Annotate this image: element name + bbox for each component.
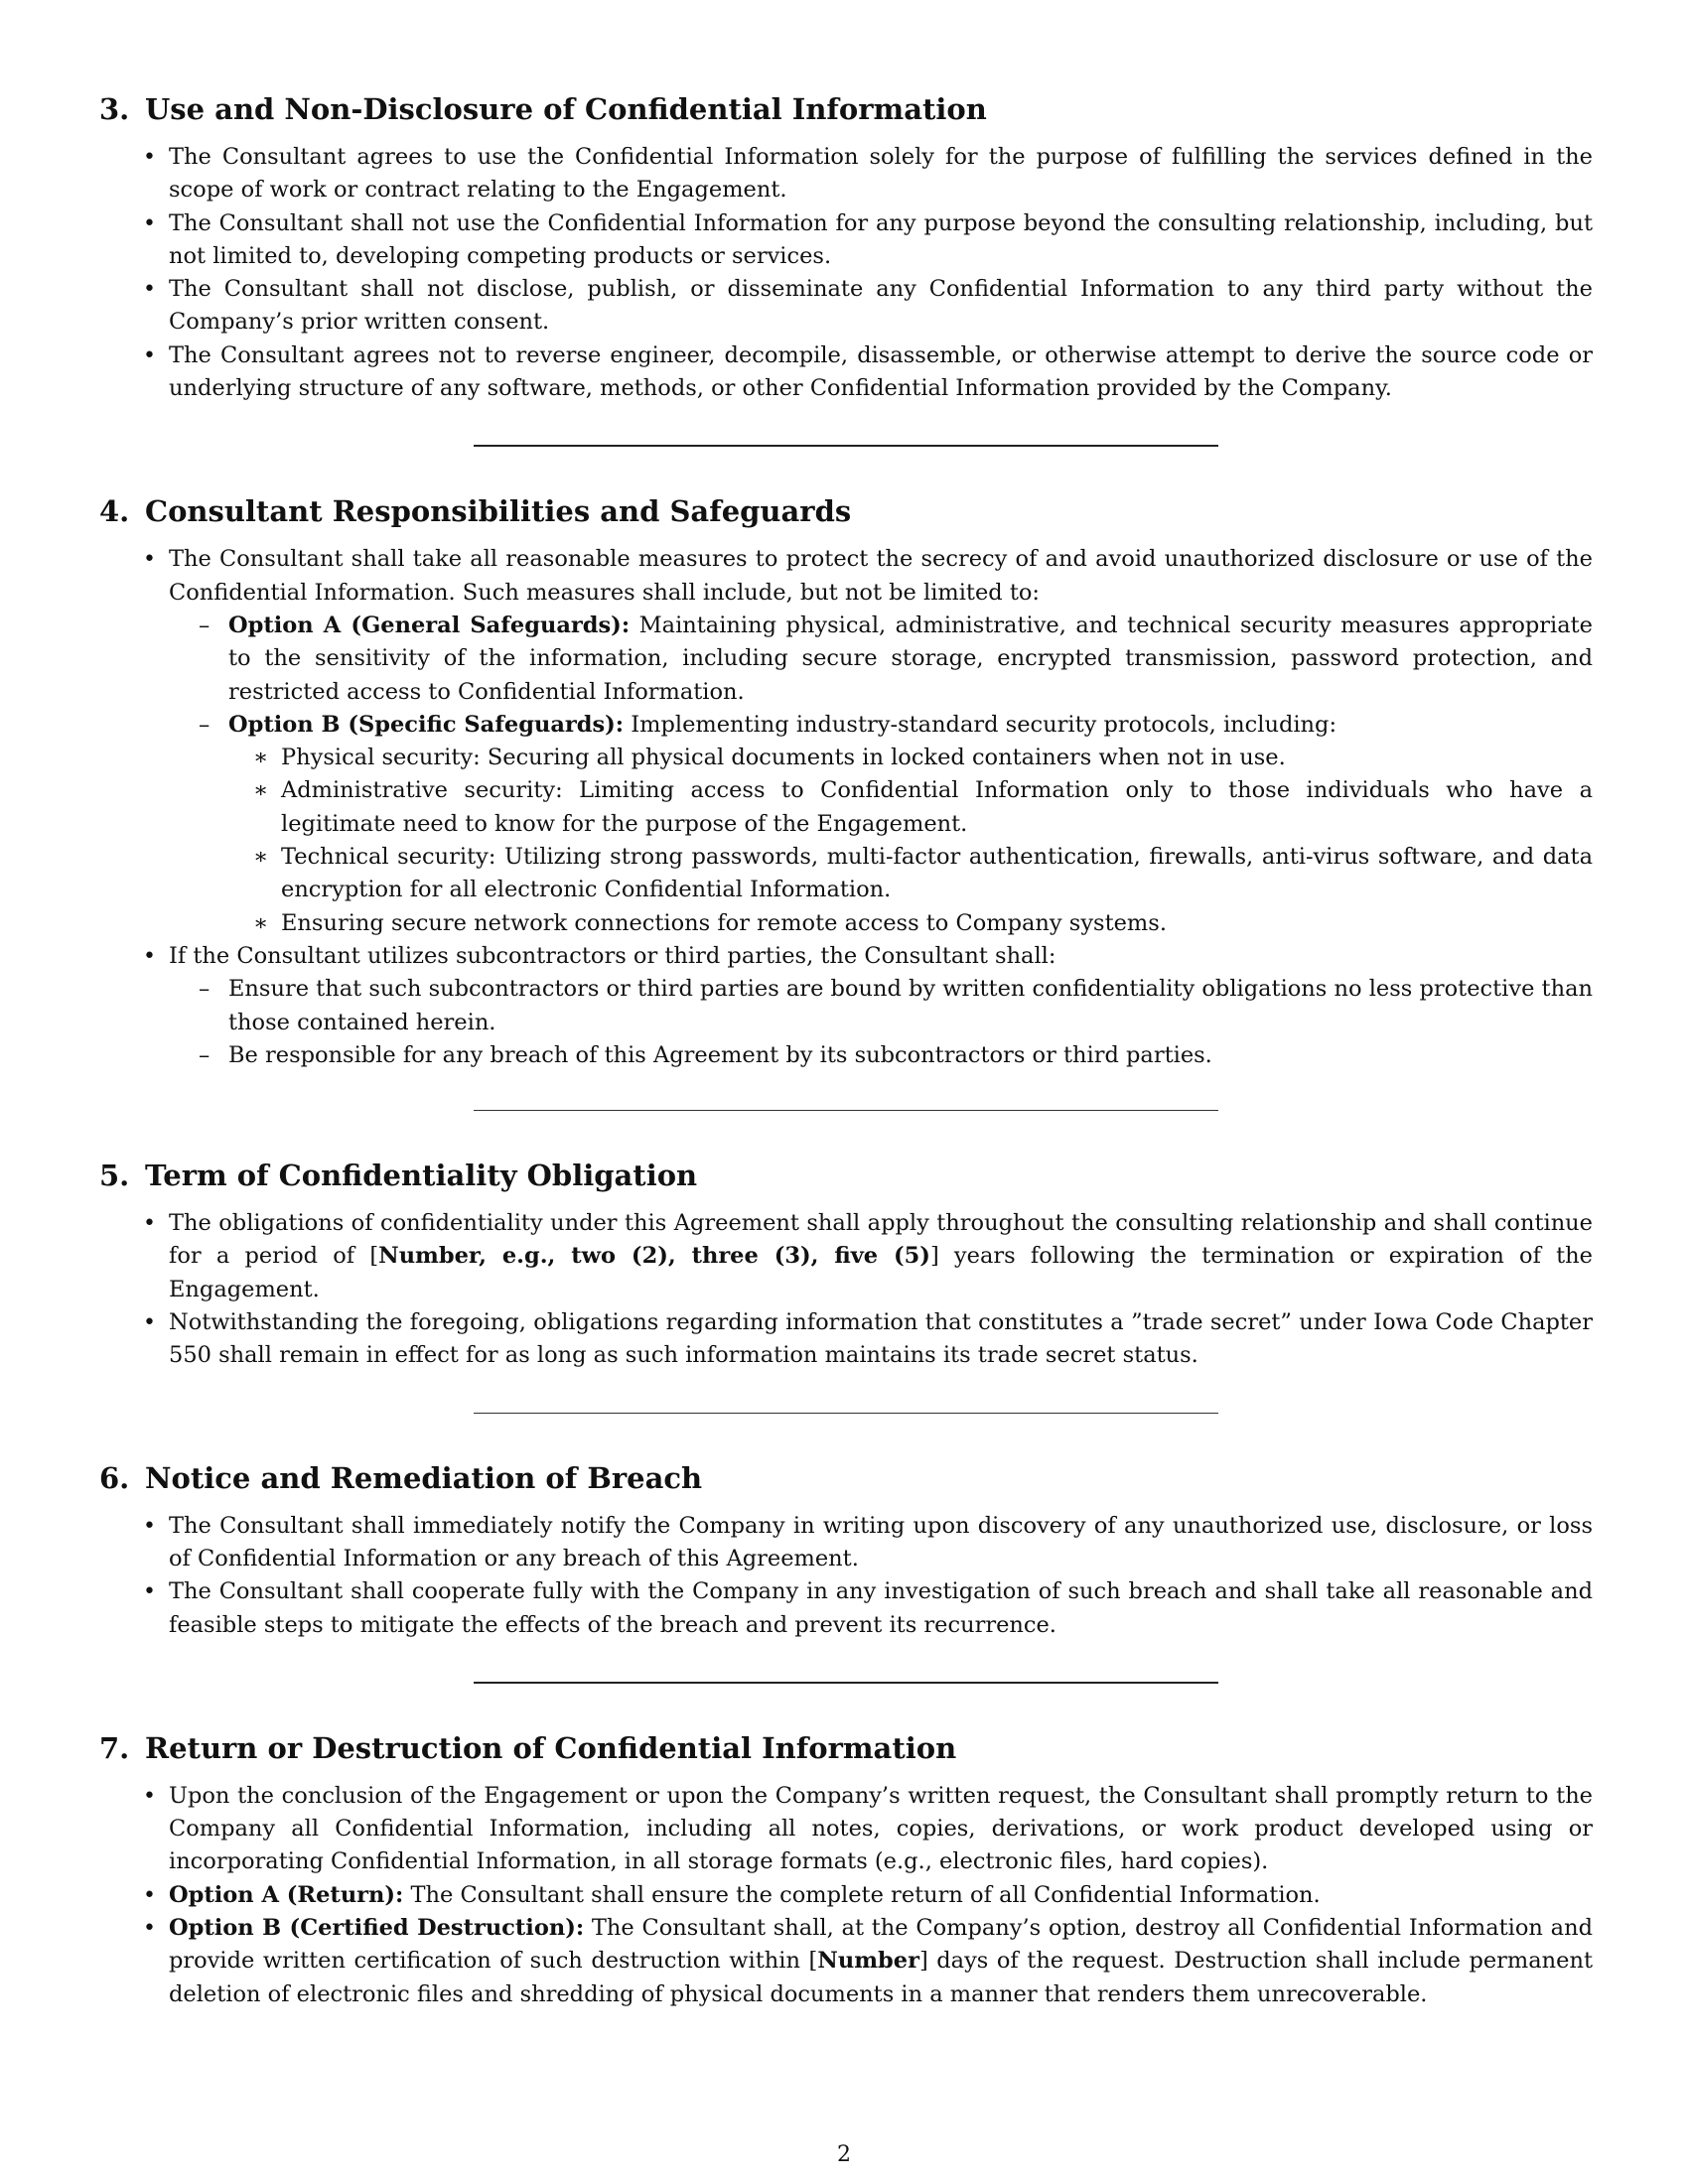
section-divider	[474, 445, 1218, 447]
list-item: • The Consultant agrees to use the Confidential Information solely for the purpose of fulfilling the services defined in the scope of work or contract relating to the Engagement.	[169, 141, 1593, 207]
section-7	[99, 1728, 1593, 2011]
page-number: 2	[837, 2142, 851, 2167]
section-heading: 3. Use and Non-Disclosure of Confidential Information	[99, 92, 987, 126]
section-title: Use and Non-Disclosure of Confidential Information	[145, 92, 987, 126]
list-item: • The Consultant shall take all reasonable measures to protect the secrecy of and avoid unauthorized disclosure or use of the Confidential Information. Such measures shall include, but not be limited to: – Option A (General Safeguards): Maintaining physical, administrative, and technical security measures appropriate to the sensitivity of the information, including secure storage, encrypted transmission, password protection, and restricted access to Confidential Information. – Option B (Specific Safeguards): Implementing industry-standard security protocols, including: ∗ Physical security: Securing all physical documents in locked containers when not in use. ∗ Administrative security: Limiting access to Confidential Information only to those individuals who have a legitimate need to know for the purpose of the Engagement. ∗ Technical security: Utilizing strong passwords, multi-factor authentication, firewalls, anti-virus software, and data encryption for all electronic Confidential Information. ∗ Ensuring secure network connections for remote access to Company systems.	[169, 543, 1593, 940]
list-item: • Option A (Return): The Consultant shall ensure the complete return of all Confidential Information.	[169, 1879, 1593, 1912]
sub-sub-list	[228, 742, 1593, 940]
list-item: • The Consultant shall cooperate fully with the Company in any investigation of such breach and shall take all reasonable and feasible steps to mitigate the effects of the breach and prevent its recurrence.	[169, 1575, 1593, 1642]
section-title: Return or Destruction of Confidential Information	[145, 1730, 957, 1765]
section-divider	[474, 1110, 1218, 1111]
list-item: ∗ Ensuring secure network connections for remote access to Company systems.	[281, 907, 1593, 940]
list-item: • The Consultant agrees not to reverse engineer, decompile, disassemble, or otherwise attempt to derive the source code or underlying structure of any software, methods, or other Confidential Information provided by the Company.	[169, 340, 1593, 406]
list-item: – Option A (General Safeguards): Maintaining physical, administrative, and technical security measures appropriate to the sensitivity of the information, including secure storage, encrypted transmission, password protection, and restricted access to Confidential Information.	[228, 610, 1593, 709]
bullet-list	[99, 543, 1593, 1072]
section-6	[99, 1458, 1593, 1642]
sub-list	[169, 973, 1593, 1072]
section-heading: 5. Term of Confidentiality Obligation	[99, 1159, 698, 1193]
section-heading: 6. Notice and Remediation of Breach	[99, 1460, 703, 1495]
list-item: • The Consultant shall not disclose, publish, or disseminate any Confidential Information to any third party without the Company’s prior written consent.	[169, 273, 1593, 340]
list-item: • Upon the conclusion of the Engagement or upon the Company’s written request, the Consultant shall promptly return to the Company all Confidential Information, including all notes, copies, derivations, or work product developed using or incorporating Confidential Information, in all storage formats (e.g., electronic files, hard copies).	[169, 1780, 1593, 1879]
sub-list	[169, 610, 1593, 940]
section-divider	[474, 1413, 1218, 1414]
list-item: – Option B (Specific Safeguards): Implementing industry-standard security protocols, including: ∗ Physical security: Securing all physical documents in locked containers when not in use. ∗ Administrative security: Limiting access to Confidential Information only to those individuals who have a legitimate need to know for the purpose of the Engagement. ∗ Technical security: Utilizing strong passwords, multi-factor authentication, firewalls, anti-virus software, and data encryption for all electronic Confidential Information. ∗ Ensuring secure network connections for remote access to Company systems.	[228, 709, 1593, 940]
section-4	[99, 491, 1593, 1072]
bullet-list	[99, 141, 1593, 405]
section-5	[99, 1156, 1593, 1372]
list-item: • Notwithstanding the foregoing, obligations regarding information that constitutes a ”trade secret” under Iowa Code Chapter 550 shall remain in effect for as long as such information maintains its trade secret status.	[169, 1306, 1593, 1373]
list-item: • The Consultant shall not use the Confidential Information for any purpose beyond the consulting relationship, including, but not limited to, developing competing products or services.	[169, 207, 1593, 274]
list-item: ∗ Physical security: Securing all physical documents in locked containers when not in use.	[281, 742, 1593, 774]
bullet-list	[99, 1510, 1593, 1642]
list-item: ∗ Technical security: Utilizing strong passwords, multi-factor authentication, firewalls, anti-virus software, and data encryption for all electronic Confidential Information.	[281, 841, 1593, 907]
document-page	[99, 89, 1593, 2011]
list-item: – Be responsible for any breach of this Agreement by its subcontractors or third parties.	[228, 1039, 1593, 1072]
section-title: Consultant Responsibilities and Safeguards	[145, 494, 852, 529]
list-item: • Option B (Certified Destruction): The Consultant shall, at the Company’s option, destroy all Confidential Information and provide written certification of such destruction within [Number] days of the request. Destruction shall include permanent deletion of electronic files and shredding of physical documents in a manner that renders them unrecoverable.	[169, 1912, 1593, 2011]
list-item: • If the Consultant utilizes subcontractors or third parties, the Consultant shall: – Ensure that such subcontractors or third parties are bound by written confidentiality obligations no less protective than those contained herein. – Be responsible for any breach of this Agreement by its subcontractors or third parties.	[169, 940, 1593, 1072]
list-item: • The Consultant shall immediately notify the Company in writing upon discovery of any unauthorized use, disclosure, or loss of Confidential Information or any breach of this Agreement.	[169, 1510, 1593, 1576]
section-divider	[474, 1682, 1218, 1684]
list-item: • The obligations of confidentiality under this Agreement shall apply throughout the consulting relationship and shall continue for a period of [Number, e.g., two (2), three (3), five (5)] years following the termination or expiration of the Engagement.	[169, 1207, 1593, 1306]
section-3	[99, 89, 1593, 405]
bullet-list	[99, 1780, 1593, 2011]
list-item: – Ensure that such subcontractors or third parties are bound by written confidentiality obligations no less protective than those contained herein.	[228, 973, 1593, 1039]
section-title: Term of Confidentiality Obligation	[145, 1159, 698, 1193]
section-heading: 7. Return or Destruction of Confidential Information	[99, 1730, 957, 1765]
section-title: Notice and Remediation of Breach	[145, 1460, 703, 1495]
bullet-list	[99, 1207, 1593, 1372]
list-item: ∗ Administrative security: Limiting access to Confidential Information only to those individuals who have a legitimate need to know for the purpose of the Engagement.	[281, 774, 1593, 841]
section-heading: 4. Consultant Responsibilities and Safeguards	[99, 494, 852, 529]
